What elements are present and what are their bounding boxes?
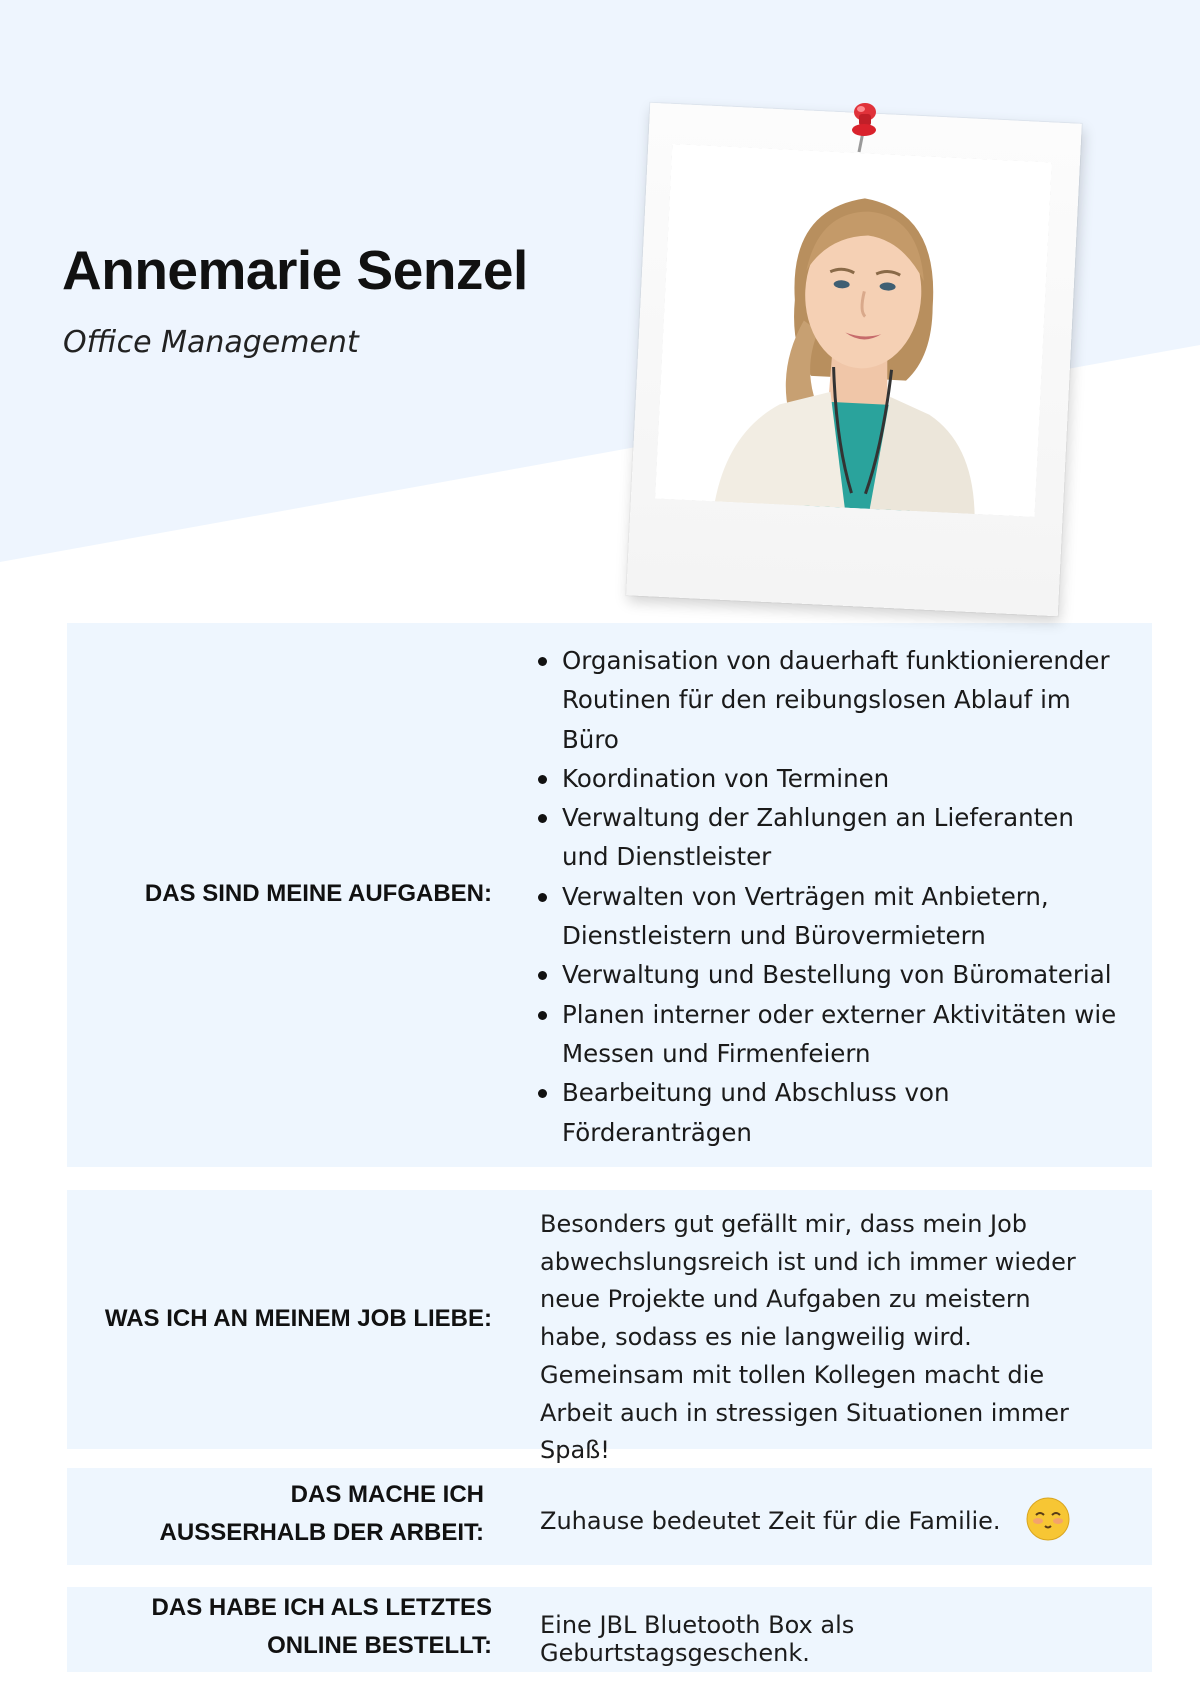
task-list (538, 641, 1122, 1152)
list-item: Bearbeitung und Abschluss von Förderanträgen (538, 1073, 1122, 1152)
section-order (67, 1587, 1152, 1672)
red-pushpin-icon (848, 102, 882, 154)
profile-name: Annemarie Senzel (62, 239, 528, 301)
section-label: DAS SIND MEINE AUFGABEN: (144, 880, 492, 907)
list-item: Organisation von dauerhaft funktionierender Routinen für den reibungslosen Ablauf im Büro (538, 641, 1122, 759)
list-item: Verwaltung und Bestellung von Büromaterial (538, 955, 1122, 994)
section-label (160, 1476, 484, 1552)
profile-photo (655, 144, 1052, 517)
section-content (538, 641, 1122, 1152)
list-item: Planen interner oder externer Aktivitäten wie Messen und Firmenfeiern (538, 995, 1122, 1074)
section-label-line: DAS MACHE ICH (290, 1481, 484, 1508)
portrait-illustration (655, 144, 1052, 517)
list-item: Verwalten von Verträgen mit Anbietern, Dienstleistern und Bürovermietern (538, 877, 1122, 956)
section-label (152, 1589, 492, 1665)
profile-role: Office Management (63, 325, 359, 360)
section-label-line: DAS HABE ICH ALS LETZTES (151, 1594, 492, 1621)
section-label: WAS ICH AN MEINEM JOB LIEBE: (104, 1305, 492, 1332)
section-text: Eine JBL Bluetooth Box als Geburtstagsgeschenk. (540, 1611, 855, 1667)
section-text: Zuhause bedeutet Zeit für die Familie. (540, 1507, 1001, 1535)
section-content (540, 1497, 1122, 1547)
list-item: Verwaltung der Zahlungen an Lieferanten und Dienstleister (538, 798, 1122, 877)
blushing-smile-emoji-icon (1026, 1497, 1070, 1547)
list-item: Koordination von Terminen (538, 759, 1122, 798)
polaroid-frame (626, 103, 1082, 617)
section-text: Besonders gut gefällt mir, dass mein Job abwechslungsreich ist und ich immer wieder neue Projekte und Aufgaben zu meistern habe, sodass es nie langweilig wird. Gemeinsam mit tollen Kollegen macht die Arbeit auch in stressigen Situationen immer Spaß! (540, 1210, 1076, 1465)
section-label-line: ONLINE BESTELLT: (267, 1632, 492, 1659)
section-tasks (67, 623, 1152, 1167)
section-hobby (67, 1468, 1152, 1565)
section-label-line: AUSSERHALB DER ARBEIT: (159, 1519, 484, 1546)
section-love (67, 1190, 1152, 1465)
